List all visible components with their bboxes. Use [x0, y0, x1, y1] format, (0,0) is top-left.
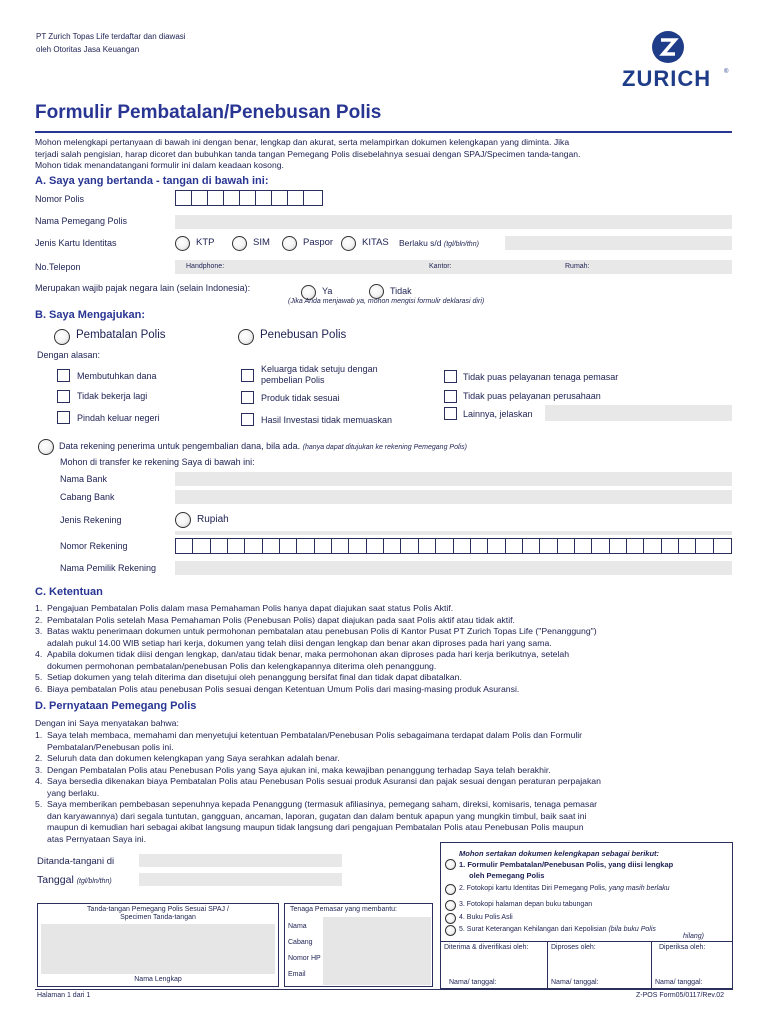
- nama-bank-input[interactable]: [175, 472, 732, 486]
- sim-radio[interactable]: [232, 236, 247, 251]
- reason-perusahaan-label: Tidak puas pelayanan perusahaan: [463, 391, 601, 401]
- penebusan-radio[interactable]: [238, 329, 254, 345]
- cabang-bank-label: Cabang Bank: [60, 492, 115, 502]
- penebusan-label: Penebusan Polis: [260, 329, 347, 341]
- kitas-radio[interactable]: [341, 236, 356, 251]
- transfer-label: Mohon di transfer ke rekening Saya di bawah ini:: [60, 457, 255, 467]
- diterima-label: Diterima & diverifikasi oleh:: [444, 944, 529, 951]
- zurich-logo-text: ZURICH: [622, 66, 712, 91]
- ttd-title-1: Tanda-tangan Pemegang Polis Sesuai SPAJ /: [87, 906, 229, 913]
- nomor-polis-input[interactable]: [175, 190, 323, 206]
- nama-pemilik-input[interactable]: [175, 561, 732, 575]
- doc-5-label: 5. Surat Keterangan Kehilangan dari Kepolisian (bila buku Polis: [459, 926, 656, 933]
- reason-keluarga-label: Keluarga tidak setuju dengan pembelian Polis: [261, 364, 378, 385]
- diperiksa-label: Diperiksa oleh:: [659, 944, 706, 951]
- reason-perusahaan-checkbox[interactable]: [444, 390, 457, 403]
- nomor-rekening-label: Nomor Rekening: [60, 541, 128, 551]
- page-number: Halaman 1 dari 1: [37, 992, 91, 999]
- pernyataan-item: yang berlaku.: [47, 787, 100, 798]
- reason-keluarga-checkbox[interactable]: [241, 369, 254, 382]
- sim-label: SIM: [253, 237, 270, 248]
- dokumen-col-divider-1: [547, 941, 548, 988]
- tp-fields[interactable]: [323, 917, 431, 985]
- ttd-signature-area[interactable]: [41, 924, 275, 974]
- pajak-tidak-label: Tidak: [390, 286, 412, 296]
- title-rule: [35, 131, 732, 133]
- dokumen-box: [440, 842, 733, 989]
- doc-1-label-cont: oleh Pemegang Polis: [469, 871, 545, 880]
- pernyataan-item: atas Pernyataan Saya ini.: [47, 833, 147, 844]
- nomor-rekening-input[interactable]: [175, 538, 732, 554]
- reason-membutuhkan-dana-checkbox[interactable]: [57, 369, 70, 382]
- nama-bank-label: Nama Bank: [60, 474, 108, 484]
- doc-5-label-cont: hilang): [683, 933, 705, 940]
- berlaku-input[interactable]: [505, 236, 732, 250]
- reason-investasi-label: Hasil Investasi tidak memuaskan: [261, 415, 393, 425]
- reason-lainnya-label: Lainnya, jelaskan: [463, 409, 533, 419]
- jenis-rekening-line: [175, 531, 732, 535]
- pajak-hint: (Jika Anda menjawab ya, mohon mengisi formulir deklarasi diri): [288, 298, 485, 305]
- jenis-kartu-label: Jenis Kartu Identitas: [35, 238, 117, 248]
- pernyataan-item: 1. Saya telah membaca, memahami dan menyetujui ketentuan Pembatalan/Penebusan Polis sebagaimana terdapat dalam Polis dan Formulir: [35, 730, 583, 740]
- dokumen-col-divider-2: [651, 941, 652, 988]
- alasan-label: Dengan alasan:: [37, 350, 101, 360]
- rekening-radio[interactable]: [38, 439, 54, 455]
- doc-1-label: 1. Formulir Pembatalan/Penebusan Polis, yang diisi lengkap: [459, 860, 674, 869]
- reason-pindah-checkbox[interactable]: [57, 411, 70, 424]
- ketentuan-item: 6. Biaya pembatalan Polis atau penebusan Polis sesuai dengan Ketentuan Umum Polis dari masing-masing produk Asuransi.: [35, 683, 520, 694]
- reason-produk-label: Produk tidak sesuai: [261, 393, 340, 403]
- pernyataan-item: Pembatalan/Penebusan polis ini.: [47, 741, 174, 752]
- doc-4-label: 4. Buku Polis Asli: [459, 914, 513, 921]
- pernyataan-item: 5. Saya memberikan pembebasan sepenuhnya kepada Penanggung (termasuk afiliasinya, pemegang saham, direksi, komisaris, tenaga pemasar: [35, 799, 598, 809]
- ketentuan-item: 4. Apabila dokumen tidak diisi dengan lengkap, dan/atau tidak benar, maka permohonan akan diproses pada hari kerja berikutnya, setelah: [35, 649, 570, 659]
- tp-email-label: Email: [288, 971, 306, 978]
- ketentuan-item: 1. Pengajuan Pembatalan Polis dalam masa Pemahaman Polis hanya dapat diajukan saat status Polis Aktif.: [35, 603, 454, 613]
- pembatalan-radio[interactable]: [54, 329, 70, 345]
- rekening-label: Data rekening penerima untuk pengembalian dana, bila ada. (hanya dapat ditujukan ke rekening Pemegang Polis): [59, 441, 467, 451]
- doc-5-radio[interactable]: [445, 925, 456, 936]
- ttd-box: [37, 903, 279, 987]
- ktp-radio[interactable]: [175, 236, 190, 251]
- reason-produk-checkbox[interactable]: [241, 391, 254, 404]
- regulator-line-2: oleh Otoritas Jasa Keuangan: [36, 45, 140, 54]
- paspor-label: Paspor: [303, 237, 334, 248]
- ketentuan-item: dokumen permohonan pembatalan/penebusan Polis dan kelengkapannya diterima oleh penanggung.: [47, 660, 437, 671]
- rupiah-radio[interactable]: [175, 512, 191, 528]
- regulator-line-1: PT Zurich Topas Life terdaftar dan diawasi: [36, 32, 186, 41]
- section-b-title: B. Saya Mengajukan:: [35, 309, 146, 321]
- ketentuan-item: 3. Batas waktu penerimaan dokumen untuk permohonan pembatalan atau penebusan Polis di Kantor Pusat PT Zurich Topas Life ("Penanggung"): [35, 626, 597, 636]
- rupiah-label: Rupiah: [197, 514, 229, 525]
- pajak-tidak-radio[interactable]: [369, 284, 384, 299]
- ketentuan-list: [35, 603, 597, 695]
- jenis-rekening-label: Jenis Rekening: [60, 515, 122, 525]
- kantor-label: Kantor:: [429, 263, 452, 270]
- doc-4-radio[interactable]: [445, 913, 456, 924]
- dokumen-divider: [441, 941, 732, 942]
- ketentuan-item: adalah pukul 14.00 WIB setiap hari kerja, dokumen yang telah diisi dengan lengkap dan benar akan diproses pada hari yang sama.: [47, 637, 552, 648]
- reason-tenaga-pemasar-label: Tidak puas pelayanan tenaga pemasar: [463, 372, 619, 382]
- section-c-title: C. Ketentuan: [35, 586, 103, 598]
- reason-tidak-bekerja-checkbox[interactable]: [57, 390, 70, 403]
- ketentuan-item: 2. Pembatalan Polis setelah Masa Pemahaman Polis (Penebusan Polis) dapat diajukan pada saat Polis aktif atau tidak aktif.: [35, 614, 515, 625]
- dokumen-title: Mohon sertakan dokumen kelengkapan sebagai berikut:: [459, 849, 660, 858]
- nama-pemilik-label: Nama Pemilik Rekening: [60, 563, 157, 573]
- nomor-polis-label: Nomor Polis: [35, 194, 85, 204]
- ditanda-label: Ditanda-tangani di: [37, 856, 115, 867]
- pajak-ya-label: Ya: [322, 286, 333, 296]
- section-d-title: D. Pernyataan Pemegang Polis: [35, 700, 197, 712]
- nama-tanggal-2: Nama/ tanggal:: [551, 979, 599, 986]
- nama-lengkap-label: Nama Lengkap: [134, 976, 182, 983]
- reason-membutuhkan-dana-label: Membutuhkan dana: [77, 371, 157, 381]
- tp-cabang-label: Cabang: [288, 939, 313, 946]
- pernyataan-item: maupun di kemudian hari sebagai akibat langsung maupun tidak langsung dari pengajuan Pembatalan Polis atau Penebusan Polis maupun: [47, 822, 584, 832]
- reason-investasi-checkbox[interactable]: [241, 413, 254, 426]
- kitas-label: KITAS: [362, 237, 389, 248]
- reason-tidak-bekerja-label: Tidak bekerja lagi: [77, 391, 148, 401]
- pernyataan-item: dan karyawannya) dari segala tuntutan, gangguan, ancaman, laporan, gugatan dan dalam bentuk apapun yang mungkin timbul, baik saat ini: [47, 810, 587, 821]
- tenaga-pemasar-box: [284, 903, 433, 987]
- intro-text: Mohon melengkapi pertanyaan di bawah ini dengan benar, lengkap dan akurat, serta melampirkan dokumen kelengkapan yang diminta. Jika terjadi salah pengisian, harap dicoret dan bubuhkan tanda tangan Pemegang Polis disebelahnya sesuai dengan SPAJ/Specimen tanda-tangan. Mohon tidak menandatangani formulir ini dalam keadaan kosong.: [35, 137, 581, 170]
- nama-tanggal-3: Nama/ tanggal:: [655, 979, 703, 986]
- zurich-logo-icon: [652, 31, 684, 63]
- doc-2-radio[interactable]: [445, 884, 456, 895]
- cabang-bank-input[interactable]: [175, 490, 732, 504]
- reason-tenaga-pemasar-checkbox[interactable]: [444, 370, 457, 383]
- pernyataan-item: 3. Dengan Pembatalan Polis atau Penebusan Polis yang Saya ajukan ini, maka kewajiban penanggung terhadap Saya telah berakhir.: [35, 764, 551, 775]
- telepon-label: No.Telepon: [35, 262, 81, 272]
- doc-3-label: 3. Fotokopi halaman depan buku tabungan: [459, 901, 593, 908]
- doc-1-radio[interactable]: [445, 859, 456, 870]
- tp-title: Tenaga Pemasar yang membantu:: [290, 906, 398, 913]
- tp-hp-label: Nomor HP: [288, 955, 321, 962]
- tanggal-input[interactable]: [139, 873, 342, 886]
- nama-pemegang-input[interactable]: [175, 215, 732, 229]
- tanggal-label: Tanggal (tgl/bln/thn): [37, 874, 112, 886]
- reason-pindah-label: Pindah keluar negeri: [77, 413, 160, 423]
- doc-3-radio[interactable]: [445, 900, 456, 911]
- nama-tanggal-1: Nama/ tanggal:: [449, 979, 497, 986]
- ditanda-input[interactable]: [139, 854, 342, 867]
- handphone-label: Handphone:: [186, 263, 225, 270]
- page-title: Formulir Pembatalan/Penebusan Polis: [35, 102, 382, 123]
- footer-rule: [35, 989, 733, 990]
- registered-mark: ®: [724, 69, 729, 75]
- paspor-radio[interactable]: [282, 236, 297, 251]
- pembatalan-label: Pembatalan Polis: [76, 329, 166, 341]
- pernyataan-intro: Dengan ini Saya menyatakan bahwa:: [35, 718, 179, 728]
- diproses-label: Diproses oleh:: [551, 944, 596, 951]
- form-code: Z-POS Form05/0117/Rev.02: [636, 992, 725, 999]
- berlaku-label: Berlaku s/d (tgl/bln/thn): [399, 238, 479, 248]
- section-a-title: A. Saya yang bertanda - tangan di bawah ini:: [35, 175, 269, 187]
- pernyataan-list: [35, 730, 601, 845]
- ttd-title-2: Specimen Tanda-tangan: [120, 914, 196, 921]
- pernyataan-item: 4. Saya bersedia dikenakan biaya Pembatalan Polis atau Penebusan Polis sesuai produk Asuransi dan pajak sesuai dengan peraturan perpajakan: [35, 776, 601, 786]
- doc-2-label: 2. Fotokopi kartu Identitas Diri Pemegang Polis, yang masih berlaku: [459, 885, 670, 892]
- rumah-label: Rumah:: [565, 263, 590, 270]
- reason-lainnya-checkbox[interactable]: [444, 407, 457, 420]
- ketentuan-item: 5. Setiap dokumen yang telah diterima dan disetujui oleh penanggung bersifat final dan tidak dapat dibatalkan.: [35, 672, 462, 682]
- pernyataan-item: 2. Seluruh data dan dokumen kelengkapan yang Saya serahkan adalah benar.: [35, 753, 340, 763]
- tp-nama-label: Nama: [288, 923, 307, 930]
- pajak-question: Merupakan wajib pajak negara lain (selain Indonesia):: [35, 283, 251, 293]
- telepon-input[interactable]: [175, 260, 732, 274]
- nama-pemegang-label: Nama Pemegang Polis: [35, 216, 128, 226]
- ktp-label: KTP: [196, 237, 215, 248]
- lainnya-input[interactable]: [545, 405, 732, 421]
